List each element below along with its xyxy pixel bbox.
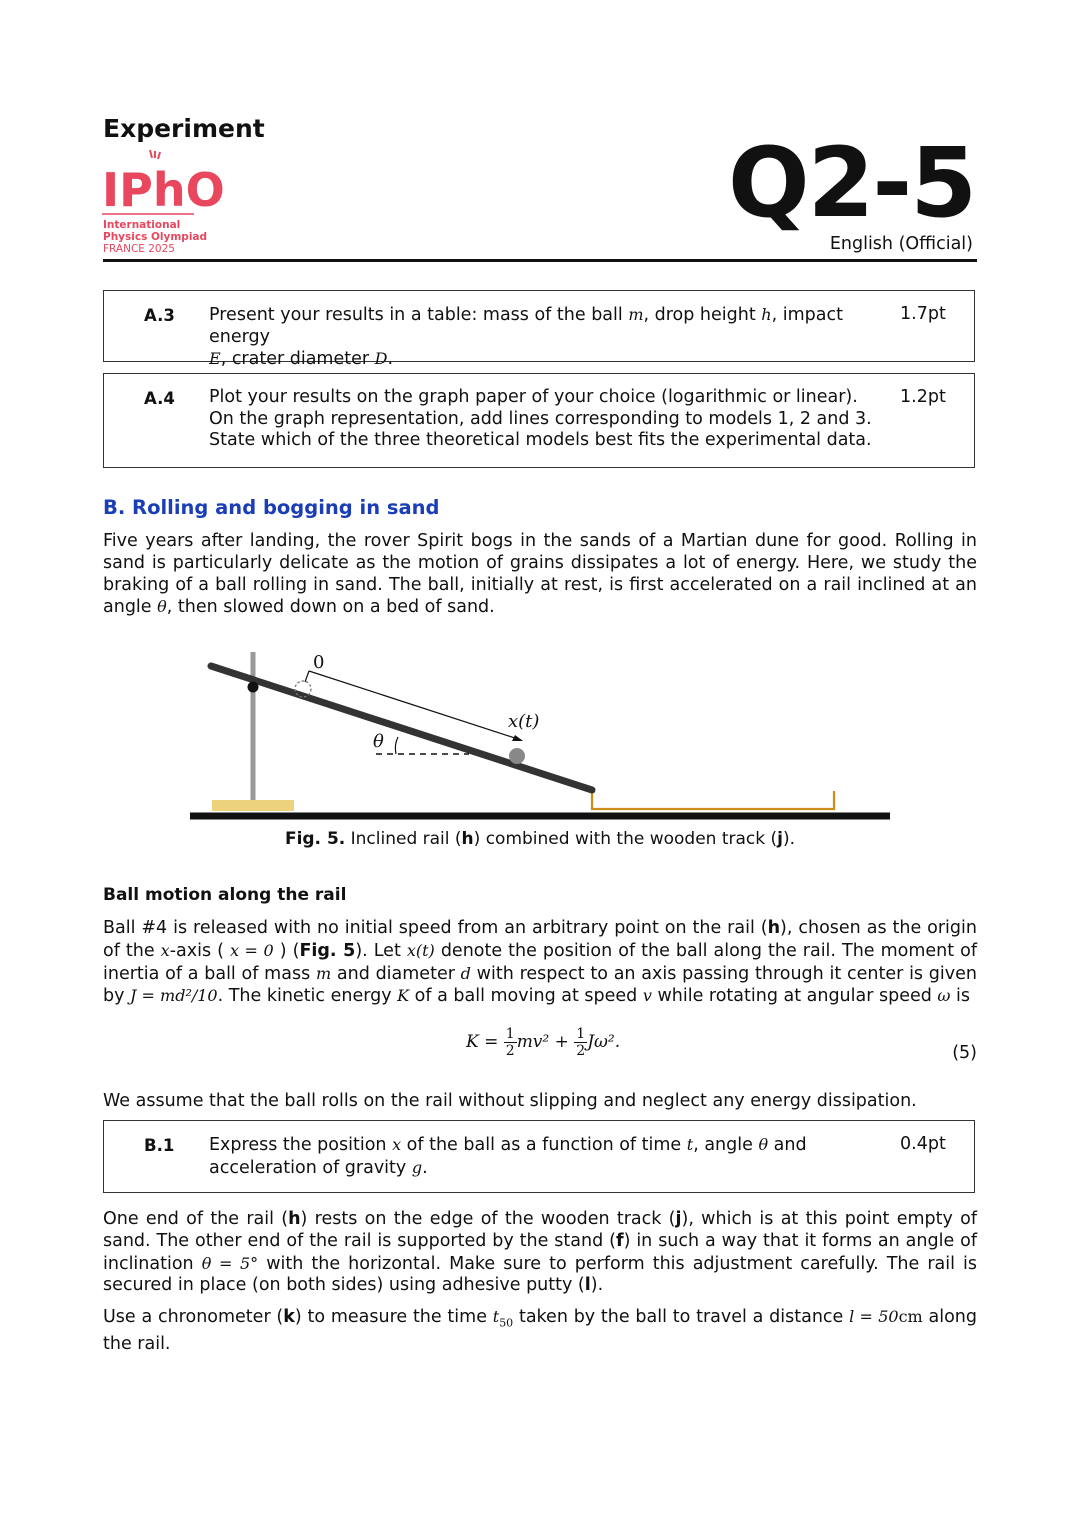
ipho-logo (102, 148, 225, 218)
experiment-label: Experiment (103, 114, 265, 143)
question-number: Q2-5 (727, 127, 975, 239)
wooden-track (592, 790, 834, 809)
task-text: Present your results in a table: mass of the ball m, drop height h, impact energy E, crater diameter D. (209, 305, 843, 369)
task-id: A.3 (144, 306, 175, 325)
task-id: B.1 (144, 1136, 175, 1155)
setup-paragraph: One end of the rail (h) rests on the edge of the wooden track (j), which is at this point empty of sand. The other end of the rail is supported by the stand (f) in such a way that it forms an angle of inclination θ = 5° with the horizontal. Make sure to perform this adjustment carefully. The rail is secured in place (on both sides) using adhesive putty (l). (103, 1209, 978, 1296)
header-divider (103, 259, 977, 262)
logo-line-2: Physics Olympiad (103, 231, 208, 243)
task-box-a3 (103, 290, 975, 369)
language-label: English (Official) (829, 234, 973, 254)
figure-caption: Fig. 5. Inclined rail (h) combined with the wooden track (j). (284, 829, 796, 849)
task-text: Express the position x of the ball as a function of time t, angle θ and acceleration of gravity g. (209, 1135, 807, 1178)
origin-label: 0 (313, 652, 325, 673)
task-points: 0.4pt (900, 1134, 946, 1154)
assumption-paragraph: We assume that the ball rolls on the rail without slipping and neglect any energy dissipation. (103, 1091, 917, 1111)
task-id: A.4 (144, 389, 175, 408)
task-text: Plot your results on the graph paper of your choice (logarithmic or linear). On the graph representation, add lines corresponding to models 1, 2 and 3. State which of the three theoretical models best fits the experimental data. (209, 387, 872, 450)
inclined-rail-figure (185, 650, 895, 825)
angle-label: θ (373, 731, 384, 752)
task-points: 1.2pt (900, 387, 946, 407)
stand-base (212, 800, 294, 811)
intro-paragraph: Five years after landing, the rover Spirit bogs in the sands of a Martian dune for good. Rolling in sand is particularly delicate as the motion of grains dissipates a lot of energy. Here, we study the braking of a ball rolling in sand. The ball, initially at rest, is first accelerated on a rail inclined at an angle θ, then slowed down on a bed of sand. (103, 531, 977, 618)
position-label: x(t) (508, 711, 540, 732)
section-title: B. Rolling and bogging in sand (103, 496, 440, 519)
ball-motion-paragraph: Ball #4 is released with no initial speed from an arbitrary point on the rail (h), chosen as the origin of the x-axis ( x = 0 ) (Fig. 5). Let x(t) denote the position of the ball along the rail. The moment of inertia of a ball of mass m and diameter d with respect to an axis passing through it center is given by J = md²/10. The kinetic energy K of a ball moving at speed v while rotating at angular speed ω is (103, 918, 978, 1007)
logo-line-1: International (103, 219, 181, 231)
x-axis-arrowhead (512, 735, 523, 741)
clamp-point (248, 682, 259, 693)
kinetic-energy-equation: K = $\frac{1}{2}$ mv² + $\frac{1}{2}$ Jω². (466, 1026, 621, 1059)
angle-arc (395, 737, 398, 754)
task-points: 1.7pt (900, 304, 946, 324)
chronometer-paragraph: Use a chronometer (k) to measure the time $t_{50}$ taken by the ball to travel a distance l = 50cm along the rail. (103, 1307, 977, 1355)
origin-tick (305, 671, 309, 682)
equation-number: (5) (952, 1043, 977, 1063)
logo-caption (103, 219, 207, 255)
task-box-a4 (103, 373, 975, 468)
svg-text:IPhO: IPhO (102, 163, 225, 217)
task-box-b1 (103, 1120, 975, 1193)
logo-line-3: FRANCE 2025 (103, 243, 175, 255)
ball (509, 748, 525, 764)
subsection-title: Ball motion along the rail (103, 885, 347, 905)
